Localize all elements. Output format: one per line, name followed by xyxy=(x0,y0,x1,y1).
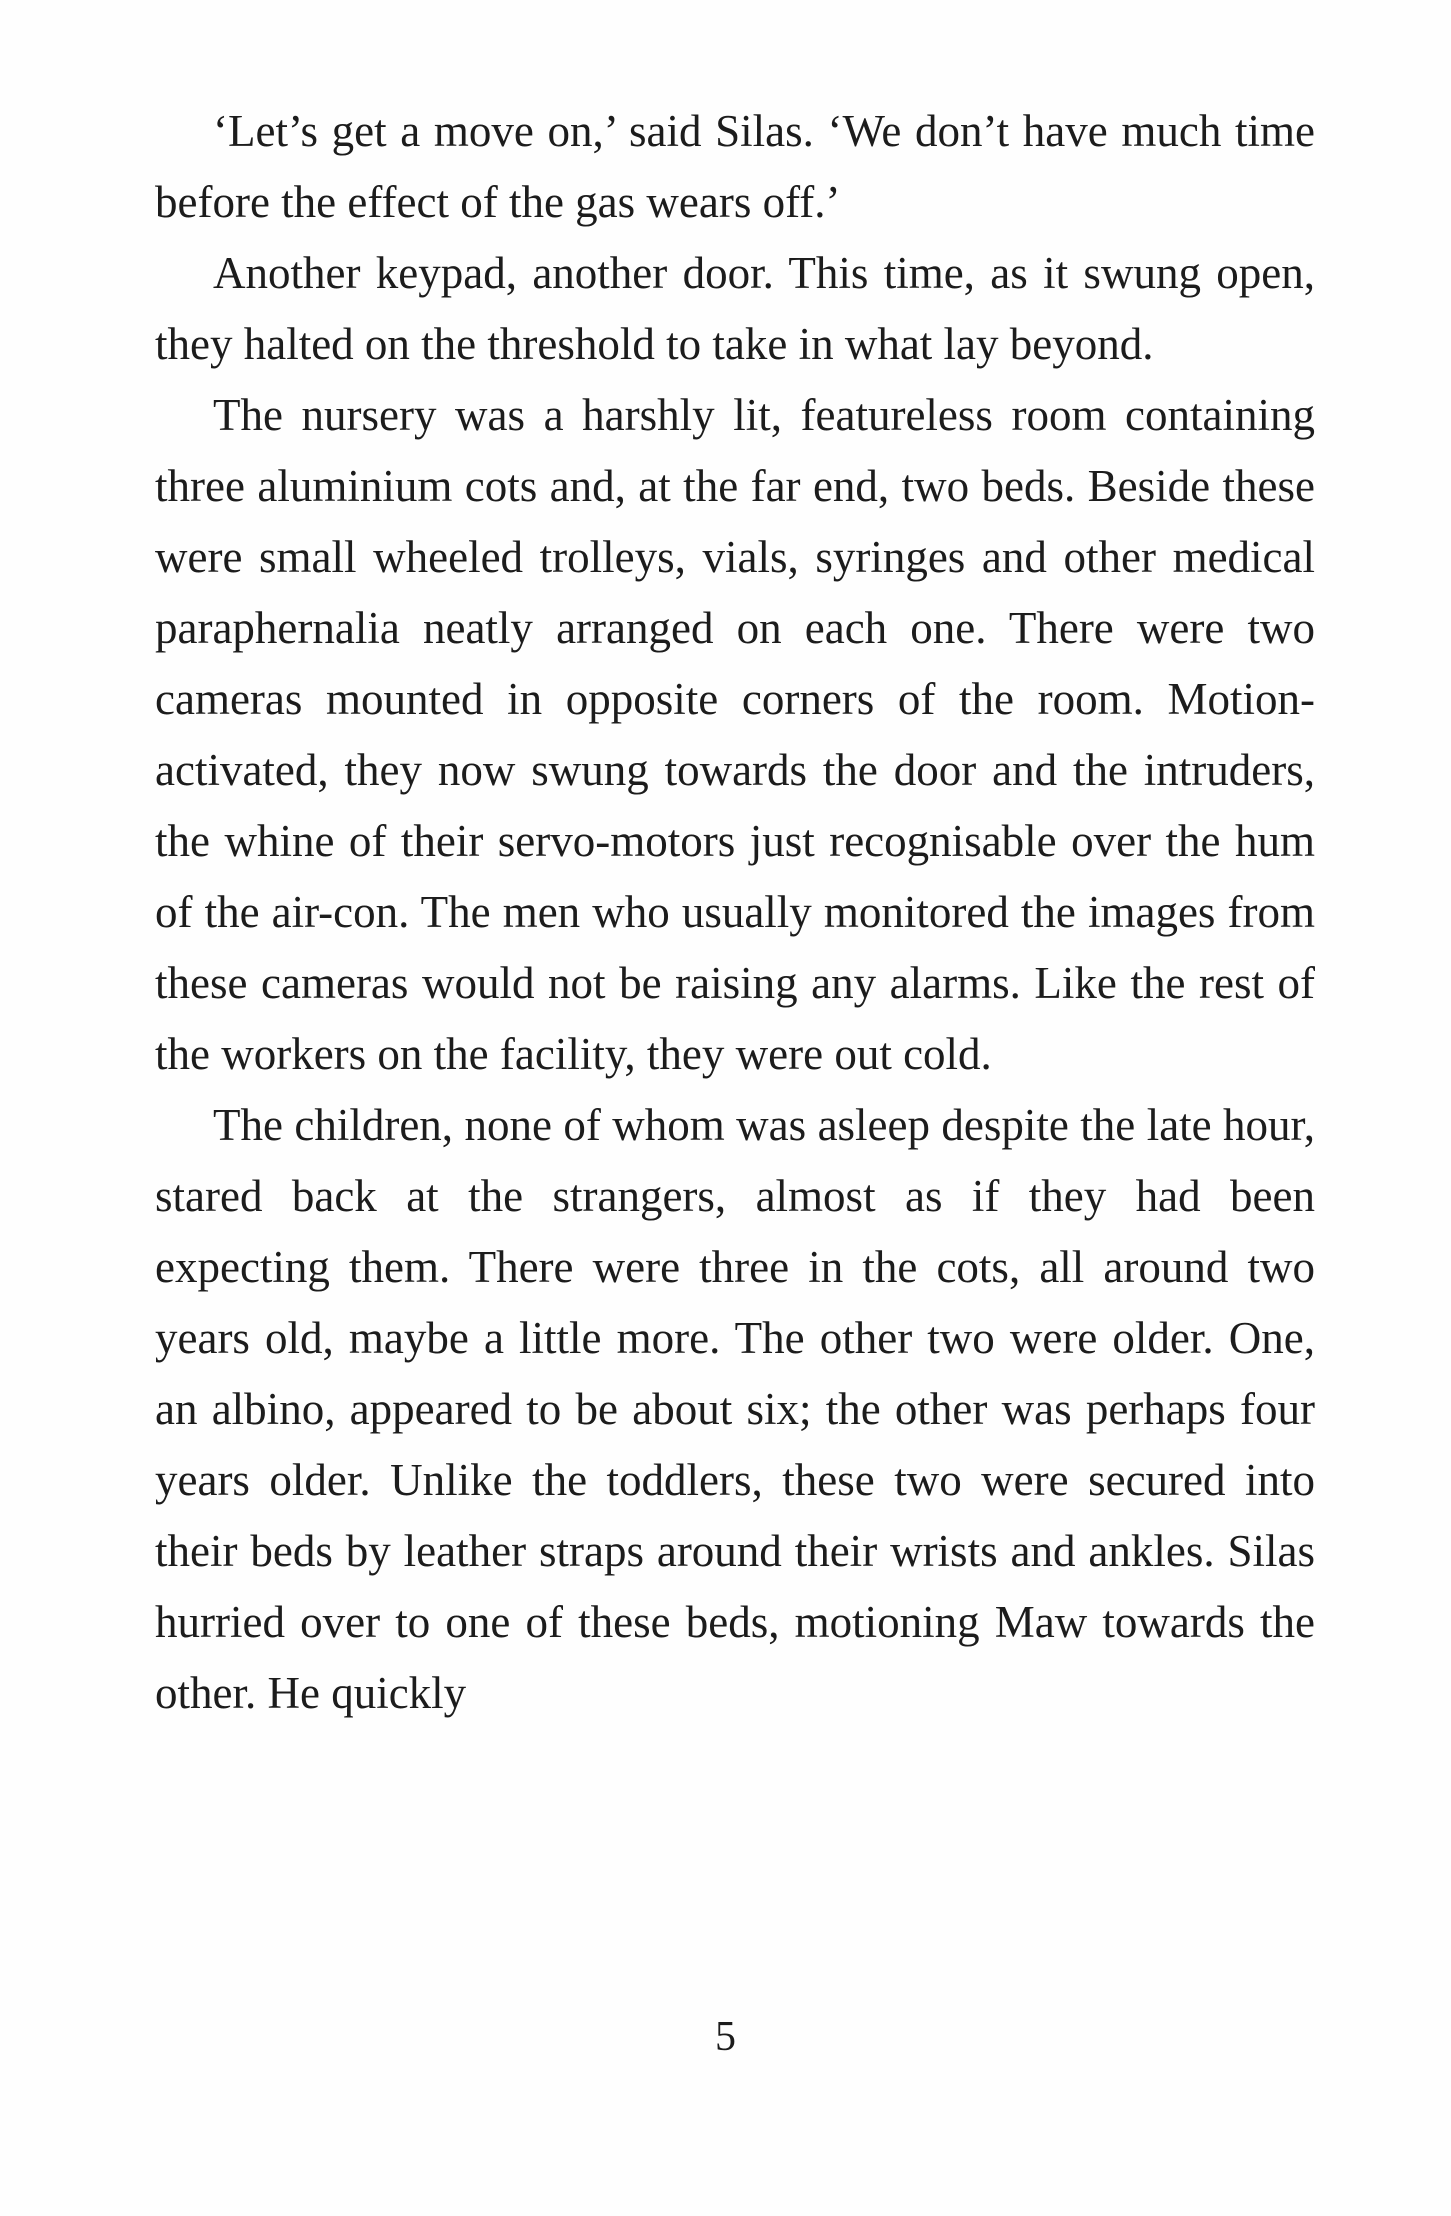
body-text xyxy=(155,96,1315,1729)
paragraph-2: Another keypad, another door. This time, as it swung open, they halted on the threshold to take in what lay beyond. xyxy=(155,248,1315,369)
paragraph-3: The nursery was a harshly lit, featureless room containing three aluminium cots and, at the far end, two beds. Beside these were small wheeled trolleys, vials, syringes and other medical paraphernalia neatly arranged on each one. There were two cameras mounted in opposite corners of the room. Motion-activated, they now swung towards the door and the intruders, the whine of their servo-motors just recognisable over the hum of the air-con. The men who usually monitored the images from these cameras would not be raising any alarms. Like the rest of the workers on the facility, they were out cold. xyxy=(155,390,1315,1079)
page-number: 5 xyxy=(715,2014,736,2060)
paragraph-1: ‘Let’s get a move on,’ said Silas. ‘We don’t have much time before the effect of the gas wears off.’ xyxy=(155,106,1315,227)
paragraph-4: The children, none of whom was asleep despite the late hour, stared back at the strangers, almost as if they had been expecting them. There were three in the cots, all around two years old, maybe a little more. The other two were older. One, an albino, appeared to be about six; the other was perhaps four years older. Unlike the toddlers, these two were secured into their beds by leather straps around their wrists and ankles. Silas hurried over to one of these beds, motioning Maw towards the other. He quickly xyxy=(155,1100,1315,1718)
